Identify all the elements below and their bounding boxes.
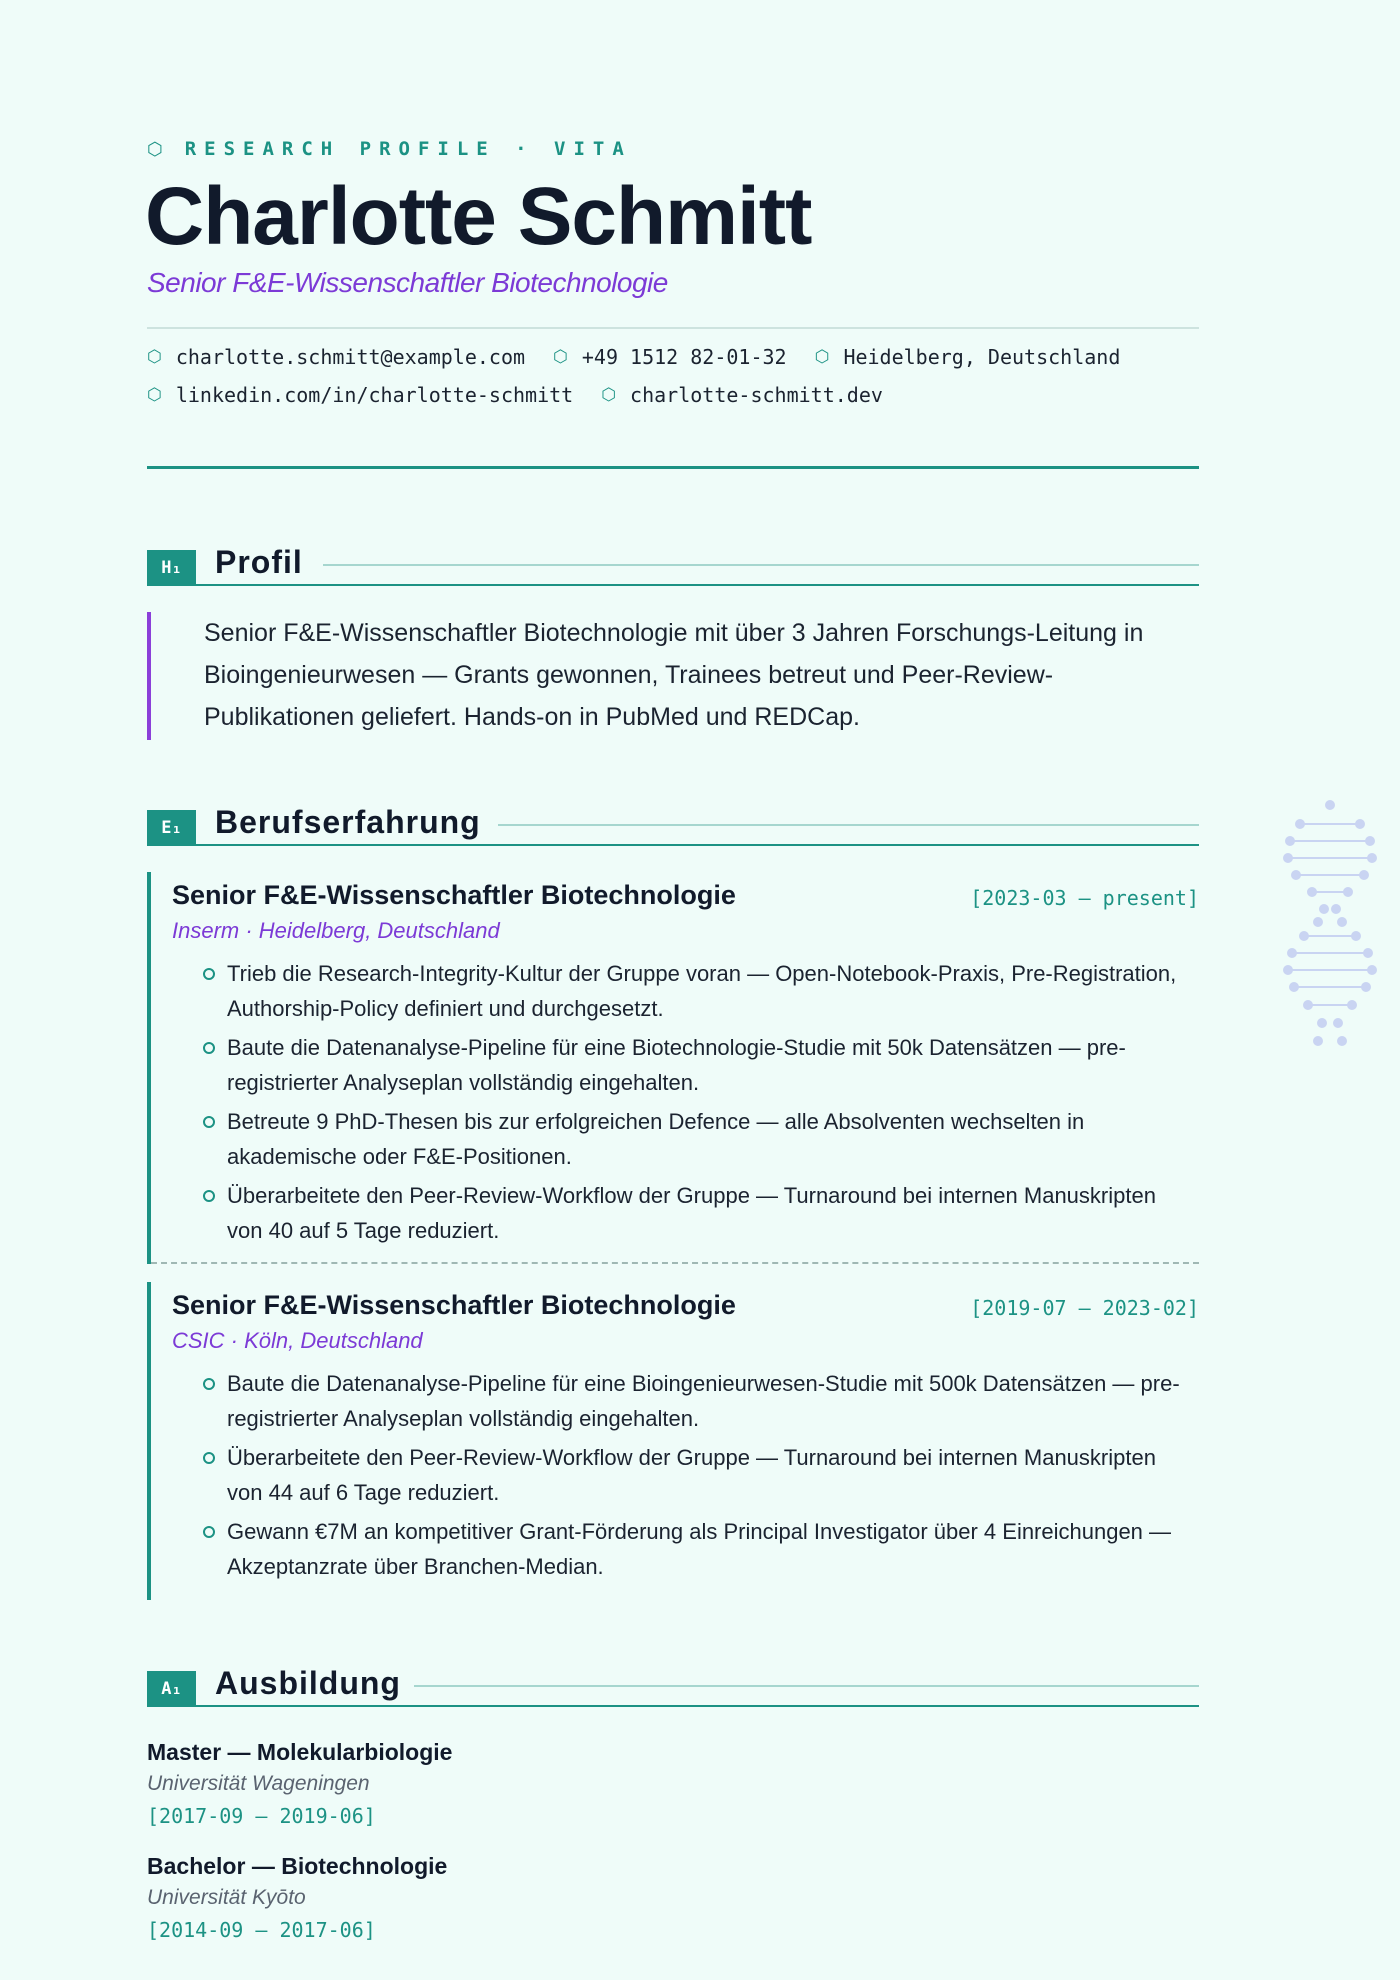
list-item [203, 1178, 1183, 1248]
headline: Senior F&E-Wissenschaftler Biotechnologie [147, 267, 668, 298]
bullet-text: Überarbeitete den Peer-Review-Workflow der Gruppe — Turnaround bei internen Manuskripten von 40 auf 5 Tage reduziert. [227, 1183, 1156, 1243]
section-badge: A₁ [147, 1671, 196, 1707]
circle-bullet-icon [203, 1452, 215, 1464]
bullet-text: Trieb die Research-Integrity-Kultur der Gruppe voran — Open-Notebook-Praxis, Pre-Registration, Authorship-Policy definiert und durchgesetzt. [227, 961, 1177, 1021]
job-entry [147, 1282, 1199, 1600]
job-entry [147, 872, 1199, 1264]
job-bullets [203, 1366, 1183, 1588]
job-title: Senior F&E-Wissenschaftler Biotechnologie [172, 880, 736, 910]
hexagon-icon: ⬡ [147, 385, 162, 405]
hexagon-icon: ⬡ [601, 385, 617, 405]
contact-website[interactable] [601, 383, 883, 407]
list-item [203, 1366, 1183, 1436]
education-dates: [2014-09 – 2017-06] [147, 1918, 376, 1942]
profile-summary: Senior F&E-Wissenschaftler Biotechnologie mit über 3 Jahren Forschungs-Leitung in Bioingenieurwesen — Grants gewonnen, Trainees betreut und Peer-Review-Publikationen geliefert. Hands-on in PubMed und REDCap. [147, 612, 1199, 740]
contact-website-text: charlotte-schmitt.dev [630, 383, 883, 407]
job-separator [151, 1262, 1199, 1264]
bullet-text: Betreute 9 PhD-Thesen bis zur erfolgreichen Defence — alle Absolventen wechselten in akademische oder F&E-Positionen. [227, 1109, 1085, 1169]
contact-row-1 [147, 345, 1120, 369]
bullet-text: Baute die Datenanalyse-Pipeline für eine Biotechnologie-Studie mit 50k Datensätzen — pre-registrierter Analyseplan vollständig eingehalten. [227, 1035, 1126, 1095]
eyebrow-text: RESEARCH PROFILE · VITA [184, 138, 632, 160]
job-organization: Inserm · Heidelberg, Deutschland [172, 918, 500, 943]
circle-bullet-icon [203, 1378, 215, 1390]
circle-bullet-icon [203, 1042, 215, 1054]
contact-location [815, 345, 1121, 369]
section-profile-heading [147, 540, 1199, 588]
list-item [203, 1514, 1183, 1584]
contact-email-text: charlotte.schmitt@example.com [175, 345, 526, 369]
eyebrow [147, 138, 632, 160]
circle-bullet-icon [203, 1190, 215, 1202]
education-degree: Bachelor — Biotechnologie [147, 1853, 448, 1879]
contact-phone[interactable] [553, 345, 787, 369]
contact-phone-text: +49 1512 82-01-32 [581, 345, 787, 369]
list-item [203, 1104, 1183, 1174]
section-thin-rule [498, 824, 1199, 826]
education-entry [147, 1739, 847, 1828]
dna-helix-icon [1282, 795, 1378, 1055]
list-item [203, 956, 1183, 1026]
section-experience-heading [147, 800, 1199, 848]
candidate-name: Charlotte Schmitt [145, 171, 812, 262]
contact-linkedin-text: linkedin.com/in/charlotte-schmitt [175, 383, 574, 407]
education-dates: [2017-09 – 2019-06] [147, 1804, 376, 1828]
section-thin-rule [414, 1685, 1199, 1687]
section-education-heading [147, 1661, 1199, 1709]
section-thin-rule [323, 564, 1199, 566]
contact-email[interactable] [147, 345, 525, 369]
education-entry [147, 1853, 847, 1942]
section-title: Profil [215, 544, 303, 580]
section-thick-rule [147, 584, 1199, 586]
circle-bullet-icon [203, 1116, 215, 1128]
education-school: Universität Wageningen [147, 1772, 370, 1795]
bullet-text: Überarbeitete den Peer-Review-Workflow der Gruppe — Turnaround bei internen Manuskripten von 44 auf 6 Tage reduziert. [227, 1445, 1156, 1505]
bullet-text: Gewann €7M an kompetitiver Grant-Förderung als Principal Investigator über 4 Einreichungen — Akzeptanzrate über Branchen-Median. [227, 1519, 1172, 1579]
section-thick-rule [147, 1705, 1199, 1707]
list-item [203, 1030, 1183, 1100]
job-dates: [2023-03 — present] [970, 886, 1199, 910]
header-divider [147, 327, 1199, 329]
bullet-text: Baute die Datenanalyse-Pipeline für eine Bioingenieurwesen-Studie mit 500k Datensätzen — pre-registrierter Analyseplan vollständig eingehalten. [227, 1371, 1180, 1431]
hexagon-icon: ⬡ [553, 347, 568, 367]
contact-linkedin[interactable] [147, 383, 573, 407]
contact-row-2 [147, 383, 883, 407]
job-bullets [203, 956, 1183, 1252]
hexagon-icon: ⬡ [147, 347, 162, 367]
education-school: Universität Kyōto [147, 1886, 306, 1909]
hexagon-icon: ⬡ [814, 347, 830, 367]
job-title: Senior F&E-Wissenschaftler Biotechnologie [172, 1290, 736, 1320]
circle-bullet-icon [203, 1526, 215, 1538]
hexagon-icon: ⬡ [147, 138, 163, 160]
section-title: Berufserfahrung [215, 804, 481, 840]
contact-location-text: Heidelberg, Deutschland [843, 345, 1121, 369]
list-item [203, 1440, 1183, 1510]
job-organization: CSIC · Köln, Deutschland [172, 1328, 423, 1353]
education-degree: Master — Molekularbiologie [147, 1739, 453, 1765]
section-badge: E₁ [147, 810, 196, 846]
header-rule [147, 466, 1199, 469]
section-thick-rule [147, 844, 1199, 846]
job-dates: [2019-07 — 2023-02] [970, 1296, 1199, 1320]
circle-bullet-icon [203, 968, 215, 980]
section-title: Ausbildung [215, 1665, 401, 1701]
section-badge: H₁ [147, 550, 196, 586]
